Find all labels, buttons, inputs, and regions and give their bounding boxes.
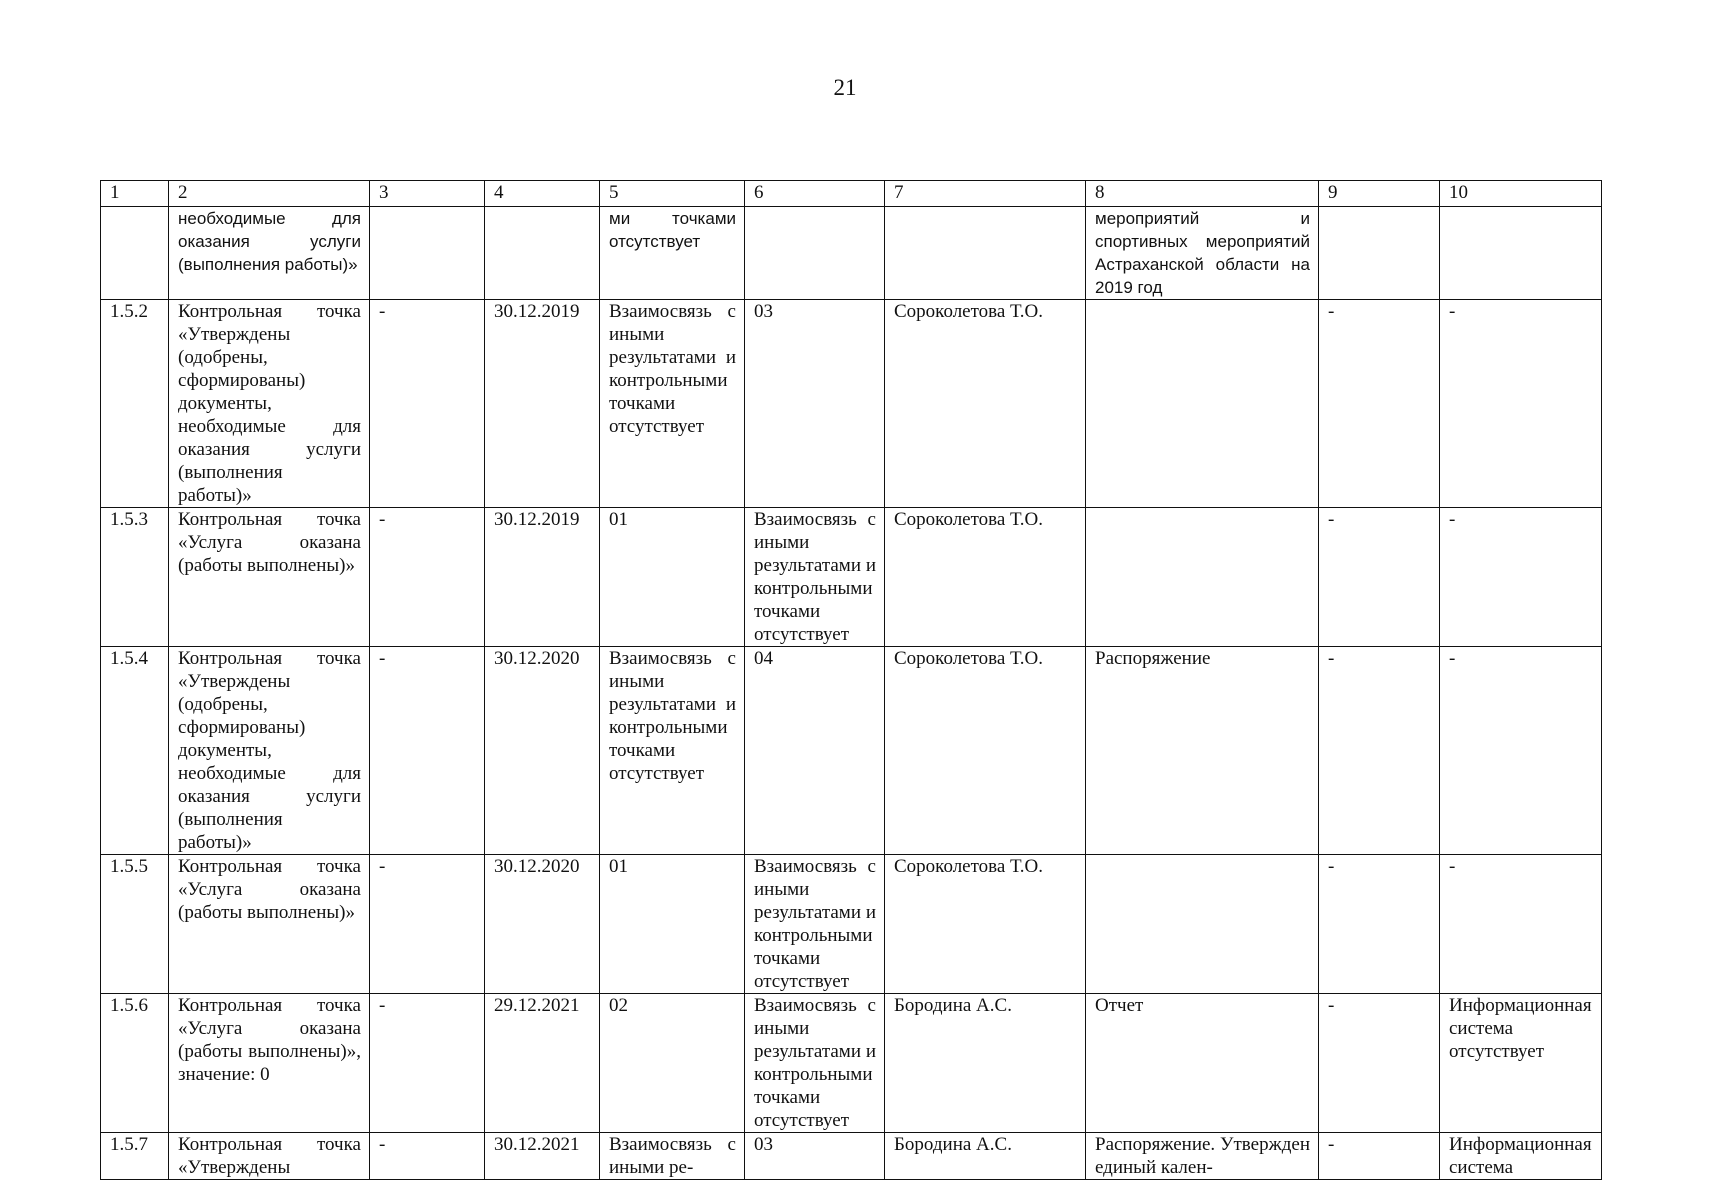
cell-col3 bbox=[370, 207, 485, 300]
cell-col3: - bbox=[370, 300, 485, 508]
cell-col9: - bbox=[1319, 1133, 1440, 1180]
page-number: 21 bbox=[833, 75, 857, 100]
cell-col6: Взаимосвязь с иными результатами и контрольными точками отсутствует bbox=[745, 994, 885, 1133]
cell-col9: - bbox=[1319, 647, 1440, 855]
cell-col5: 01 bbox=[600, 508, 745, 647]
cell-col5: 01 bbox=[600, 855, 745, 994]
cell-responsible: Сороколетова Т.О. bbox=[885, 647, 1086, 855]
cell-col9: - bbox=[1319, 300, 1440, 508]
cell-col6: Взаимосвязь с иными результатами и контрольными точками отсутствует bbox=[745, 855, 885, 994]
cell-document: Распоряжение. Утвержден единый кален- bbox=[1086, 1133, 1319, 1180]
cell-document bbox=[1086, 300, 1319, 508]
cell-responsible bbox=[885, 207, 1086, 300]
cell-date: 30.12.2020 bbox=[485, 647, 600, 855]
table-row bbox=[101, 1133, 1602, 1180]
cell-name: Контрольная точка «Услуга оказана (работы выполнены)», значение: 0 bbox=[169, 994, 370, 1133]
cell-col9: - bbox=[1319, 855, 1440, 994]
cell-date: 30.12.2020 bbox=[485, 855, 600, 994]
cell-col5: 02 bbox=[600, 994, 745, 1133]
column-header-4: 4 bbox=[485, 181, 600, 207]
table-row bbox=[101, 994, 1602, 1133]
cell-col10: - bbox=[1440, 508, 1602, 647]
column-header-7: 7 bbox=[885, 181, 1086, 207]
cell-col5: ми точками отсутствует bbox=[600, 207, 745, 300]
cell-col9 bbox=[1319, 207, 1440, 300]
cell-document: мероприятий и спортивных мероприятий Астраханской области на 2019 год bbox=[1086, 207, 1319, 300]
cell-number bbox=[101, 207, 169, 300]
table-row bbox=[101, 508, 1602, 647]
cell-col3: - bbox=[370, 994, 485, 1133]
table-row bbox=[101, 855, 1602, 994]
cell-name: Контрольная точка «Услуга оказана (работы выполнены)» bbox=[169, 855, 370, 994]
cell-document: Отчет bbox=[1086, 994, 1319, 1133]
cell-name: Контрольная точка «Услуга оказана (работы выполнены)» bbox=[169, 508, 370, 647]
cell-number: 1.5.5 bbox=[101, 855, 169, 994]
cell-col6: 03 bbox=[745, 1133, 885, 1180]
cell-col6: 04 bbox=[745, 647, 885, 855]
cell-name: Контрольная точка «Утверждены (одобрены, сформированы) документы, необходимые для оказания услуги (выполнения работы)» bbox=[169, 647, 370, 855]
cell-document bbox=[1086, 855, 1319, 994]
table-row bbox=[101, 300, 1602, 508]
cell-responsible: Сороколетова Т.О. bbox=[885, 508, 1086, 647]
cell-col10: - bbox=[1440, 300, 1602, 508]
header-row bbox=[101, 181, 1602, 207]
cell-document: Распоряжение bbox=[1086, 647, 1319, 855]
column-header-3: 3 bbox=[370, 181, 485, 207]
cell-number: 1.5.3 bbox=[101, 508, 169, 647]
cell-date: 30.12.2021 bbox=[485, 1133, 600, 1180]
cell-col3: - bbox=[370, 647, 485, 855]
cell-col6: Взаимосвязь с иными результатами и контрольными точками отсутствует bbox=[745, 508, 885, 647]
cell-col10 bbox=[1440, 207, 1602, 300]
cell-responsible: Сороколетова Т.О. bbox=[885, 300, 1086, 508]
cell-number: 1.5.4 bbox=[101, 647, 169, 855]
cell-col6: 03 bbox=[745, 300, 885, 508]
cell-date: 30.12.2019 bbox=[485, 300, 600, 508]
cell-responsible: Бородина А.С. bbox=[885, 994, 1086, 1133]
cell-responsible: Бородина А.С. bbox=[885, 1133, 1086, 1180]
column-header-9: 9 bbox=[1319, 181, 1440, 207]
table-row bbox=[101, 647, 1602, 855]
cell-col5: Взаимосвязь с иными ре- bbox=[600, 1133, 745, 1180]
plan-table bbox=[100, 180, 1602, 1180]
column-header-6: 6 bbox=[745, 181, 885, 207]
column-header-10: 10 bbox=[1440, 181, 1602, 207]
column-header-1: 1 bbox=[101, 181, 169, 207]
cell-col10: - bbox=[1440, 855, 1602, 994]
cell-col9: - bbox=[1319, 508, 1440, 647]
cell-date: 30.12.2019 bbox=[485, 508, 600, 647]
cell-date bbox=[485, 207, 600, 300]
cell-number: 1.5.6 bbox=[101, 994, 169, 1133]
column-header-5: 5 bbox=[600, 181, 745, 207]
cell-number: 1.5.7 bbox=[101, 1133, 169, 1180]
table-row-continuation bbox=[101, 207, 1602, 300]
cell-col6 bbox=[745, 207, 885, 300]
cell-col3: - bbox=[370, 855, 485, 994]
cell-name: необходимые для оказания услуги (выполнения работы)» bbox=[169, 207, 370, 300]
cell-col5: Взаимосвязь с иными результатами и контрольными точками отсутствует bbox=[600, 300, 745, 508]
cell-col3: - bbox=[370, 508, 485, 647]
cell-date: 29.12.2021 bbox=[485, 994, 600, 1133]
cell-col9: - bbox=[1319, 994, 1440, 1133]
cell-document bbox=[1086, 508, 1319, 647]
cell-col10: - bbox=[1440, 647, 1602, 855]
cell-col5: Взаимосвязь с иными результатами и контрольными точками отсутствует bbox=[600, 647, 745, 855]
cell-name: Контрольная точка «Утверждены (одобрены, сформированы) документы, необходимые для оказания услуги (выполнения работы)» bbox=[169, 300, 370, 508]
cell-col10: Информационная система отсутствует bbox=[1440, 994, 1602, 1133]
cell-col10: Информационная система bbox=[1440, 1133, 1602, 1180]
cell-responsible: Сороколетова Т.О. bbox=[885, 855, 1086, 994]
cell-number: 1.5.2 bbox=[101, 300, 169, 508]
column-header-8: 8 bbox=[1086, 181, 1319, 207]
cell-col3: - bbox=[370, 1133, 485, 1180]
cell-name: Контрольная точка «Утверждены bbox=[169, 1133, 370, 1180]
column-header-2: 2 bbox=[169, 181, 370, 207]
